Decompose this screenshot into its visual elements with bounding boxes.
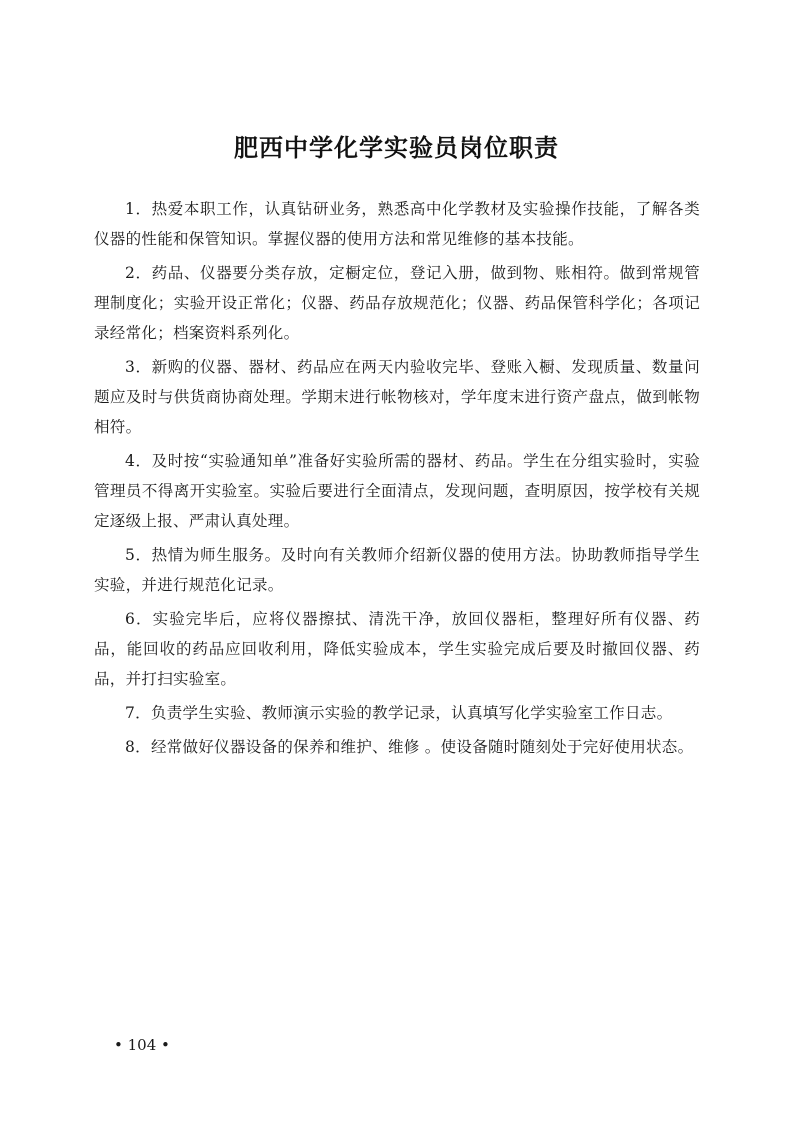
duty-item-4: 4．及时按“实验通知单”准备好实验所需的器材、药品。学生在分组实验时，实验管理员不得离开实验室。实验后要进行全面清点，发现问题，查明原因，按学校有关规定逐级上报、严肃认真处理。	[94, 452, 700, 530]
duty-item-6: 6．实验完毕后，应将仪器擦拭、清洗干净，放回仪器柜，整理好所有仪器、药品，能回收的药品应回收利用，降低实验成本，学生实验完成后要及时撤回仪器、药品，并打扫实验室。	[94, 610, 700, 688]
duty-item-5: 5．热情为师生服务。及时向有关教师介绍新仪器的使用方法。协助教师指导学生实验，并进行规范化记录。	[94, 546, 700, 594]
duties-list	[94, 194, 700, 766]
duty-item-3: 3．新购的仪器、器材、药品应在两天内验收完毕、登账入橱、发现质量、数量问题应及时与供货商协商处理。学期末进行帐物核对，学年度末进行资产盘点，做到帐物相符。	[94, 358, 700, 436]
page-title: 肥西中学化学实验员岗位职责	[234, 133, 559, 162]
duty-item-1: 1．热爱本职工作，认真钻研业务，熟悉高中化学教材及实验操作技能，了解各类仪器的性能和保管知识。掌握仪器的使用方法和常见维修的基本技能。	[94, 200, 700, 248]
duty-item-8: 8．经常做好仪器设备的保养和维护、维修 。使设备随时随刻处于完好使用状态。	[125, 738, 694, 756]
duty-item-2: 2．药品、仪器要分类存放，定橱定位，登记入册，做到物、账相符。做到常规管理制度化；实验开设正常化；仪器、药品存放规范化；仪器、药品保管科学化；各项记录经常化；档案资料系列化。	[94, 264, 700, 342]
page-number: • 104 •	[114, 1036, 170, 1054]
duty-item-7: 7．负责学生实验、教师演示实验的教学记录，认真填写化学实验室工作日志。	[125, 704, 673, 722]
